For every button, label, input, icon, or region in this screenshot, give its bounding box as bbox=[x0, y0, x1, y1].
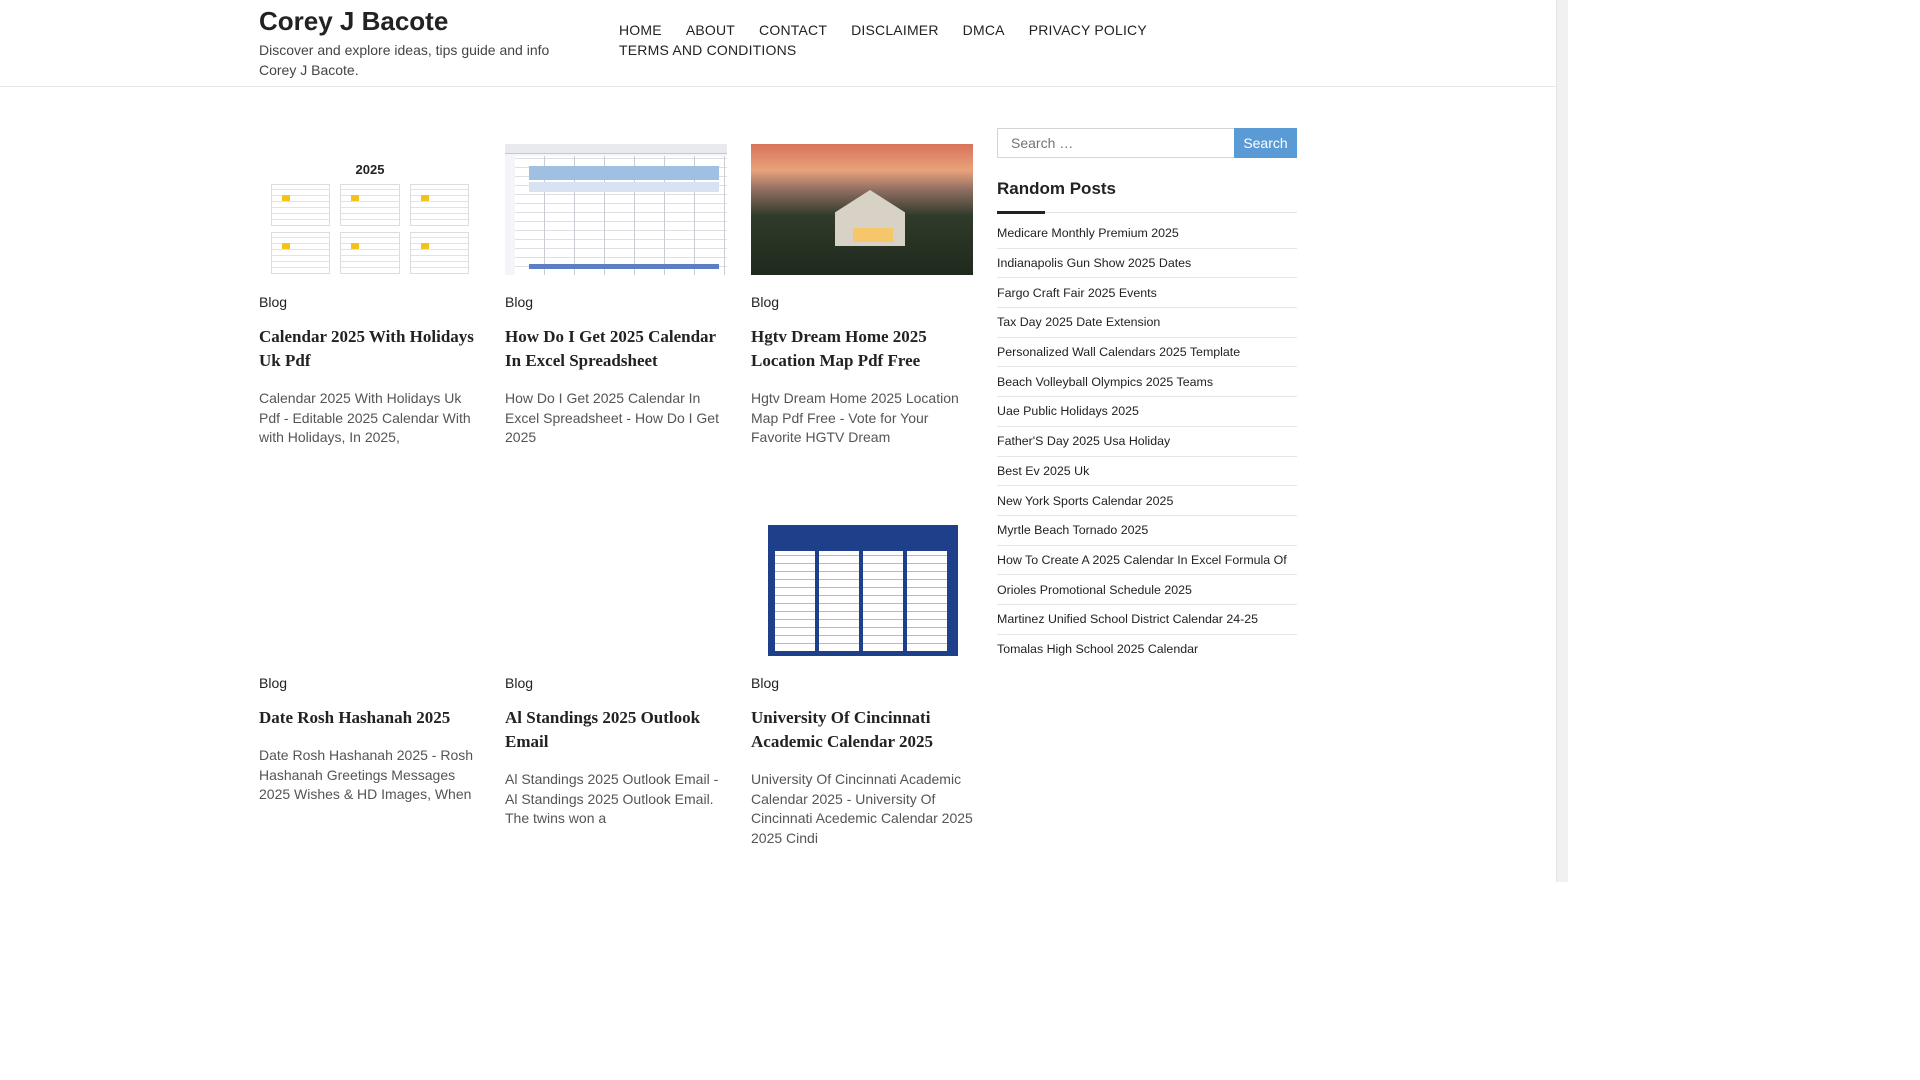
random-post-link[interactable]: Martinez Unified School District Calendar 24-25 bbox=[997, 605, 1297, 635]
site-header bbox=[0, 0, 1556, 87]
post-thumbnail[interactable] bbox=[505, 144, 727, 275]
post-excerpt: How Do I Get 2025 Calendar In Excel Spreadsheet - How Do I Get 2025 bbox=[505, 390, 719, 445]
main-nav bbox=[619, 22, 1179, 62]
post-thumbnail[interactable] bbox=[505, 525, 727, 656]
post-category[interactable]: Blog bbox=[505, 675, 534, 691]
post-title[interactable]: University Of Cincinnati Academic Calendar 2025 bbox=[751, 708, 933, 751]
random-post-link[interactable]: Tomalas High School 2025 Calendar bbox=[997, 642, 1199, 657]
post-title[interactable]: Hgtv Dream Home 2025 Location Map Pdf Free bbox=[751, 327, 927, 370]
random-post-link[interactable]: Personalized Wall Calendars 2025 Template bbox=[997, 338, 1297, 368]
post-card bbox=[259, 525, 481, 805]
nav-row-1 bbox=[619, 22, 1179, 42]
post-card bbox=[505, 144, 727, 448]
post-card bbox=[751, 525, 973, 848]
post-title[interactable]: Date Rosh Hashanah 2025 bbox=[259, 708, 451, 727]
post-thumbnail[interactable] bbox=[751, 525, 973, 656]
nav-row-2 bbox=[619, 42, 1179, 62]
post-card bbox=[505, 525, 727, 829]
random-posts-list bbox=[997, 219, 1297, 664]
random-post-link[interactable]: How To Create A 2025 Calendar In Excel Formula Of bbox=[997, 546, 1297, 576]
post-title[interactable]: Calendar 2025 With Holidays Uk Pdf bbox=[259, 327, 474, 370]
random-posts-title: Random Posts bbox=[997, 179, 1117, 198]
post-card bbox=[259, 144, 481, 448]
nav-disclaimer[interactable]: DISCLAIMER bbox=[851, 22, 939, 38]
nav-terms[interactable]: TERMS AND CONDITIONS bbox=[619, 42, 797, 58]
site-title[interactable]: Corey J Bacote bbox=[259, 6, 449, 36]
post-excerpt: University Of Cincinnati Academic Calendar 2025 - University Of Cincinnati Acedemic Calendar 2025 2025 Cindi bbox=[751, 771, 973, 846]
post-excerpt: Calendar 2025 With Holidays Uk Pdf - Editable 2025 Calendar With with Holidays, In 2025, bbox=[259, 390, 471, 445]
post-card bbox=[751, 144, 973, 448]
random-post-link[interactable]: Best Ev 2025 Uk bbox=[997, 457, 1297, 487]
post-category[interactable]: Blog bbox=[259, 675, 288, 691]
widget-accent-bar bbox=[997, 211, 1045, 214]
search-input[interactable] bbox=[997, 128, 1235, 158]
post-category[interactable]: Blog bbox=[751, 675, 780, 691]
random-post-link[interactable]: Myrtle Beach Tornado 2025 bbox=[997, 516, 1297, 546]
site-description: Discover and explore ideas, tips guide and info Corey J Bacote. bbox=[259, 42, 550, 78]
scrollbar[interactable] bbox=[1556, 0, 1568, 882]
post-title[interactable]: How Do I Get 2025 Calendar In Excel Spreadsheet bbox=[505, 327, 716, 370]
post-category[interactable]: Blog bbox=[505, 294, 534, 310]
post-thumbnail[interactable] bbox=[259, 144, 481, 275]
random-post-link[interactable]: Indianapolis Gun Show 2025 Dates bbox=[997, 249, 1297, 279]
random-post-link[interactable]: Beach Volleyball Olympics 2025 Teams bbox=[997, 367, 1297, 397]
nav-contact[interactable]: CONTACT bbox=[759, 22, 828, 38]
random-post-link[interactable]: Fargo Craft Fair 2025 Events bbox=[997, 278, 1297, 308]
random-post-link[interactable]: Tax Day 2025 Date Extension bbox=[997, 308, 1297, 338]
post-category[interactable]: Blog bbox=[259, 294, 288, 310]
post-thumbnail[interactable] bbox=[259, 525, 481, 656]
post-excerpt: Date Rosh Hashanah 2025 - Rosh Hashanah Greetings Messages 2025 Wishes & HD Images, When bbox=[259, 747, 474, 802]
random-post-link[interactable]: Father'S Day 2025 Usa Holiday bbox=[997, 427, 1297, 457]
thumbnail-year-text: 2025 bbox=[355, 162, 385, 177]
nav-dmca[interactable]: DMCA bbox=[962, 22, 1005, 38]
random-post-link[interactable]: Uae Public Holidays 2025 bbox=[997, 397, 1297, 427]
post-category[interactable]: Blog bbox=[751, 294, 780, 310]
nav-privacy-policy[interactable]: PRIVACY POLICY bbox=[1028, 22, 1147, 38]
search-button[interactable]: Search bbox=[1234, 128, 1297, 158]
random-post-link[interactable]: New York Sports Calendar 2025 bbox=[997, 486, 1297, 516]
random-post-link[interactable]: Orioles Promotional Schedule 2025 bbox=[997, 575, 1297, 605]
post-thumbnail[interactable] bbox=[751, 144, 973, 275]
post-excerpt: Al Standings 2025 Outlook Email - Al Standings 2025 Outlook Email. The twins won a bbox=[505, 771, 719, 826]
post-excerpt: Hgtv Dream Home 2025 Location Map Pdf Free - Vote for Your Favorite HGTV Dream bbox=[751, 390, 959, 445]
calendar-grid-graphic bbox=[271, 184, 469, 274]
nav-about[interactable]: ABOUT bbox=[685, 22, 736, 38]
nav-home[interactable]: HOME bbox=[619, 22, 662, 38]
random-post-link[interactable]: Medicare Monthly Premium 2025 bbox=[997, 219, 1297, 249]
post-title[interactable]: Al Standings 2025 Outlook Email bbox=[505, 708, 701, 751]
